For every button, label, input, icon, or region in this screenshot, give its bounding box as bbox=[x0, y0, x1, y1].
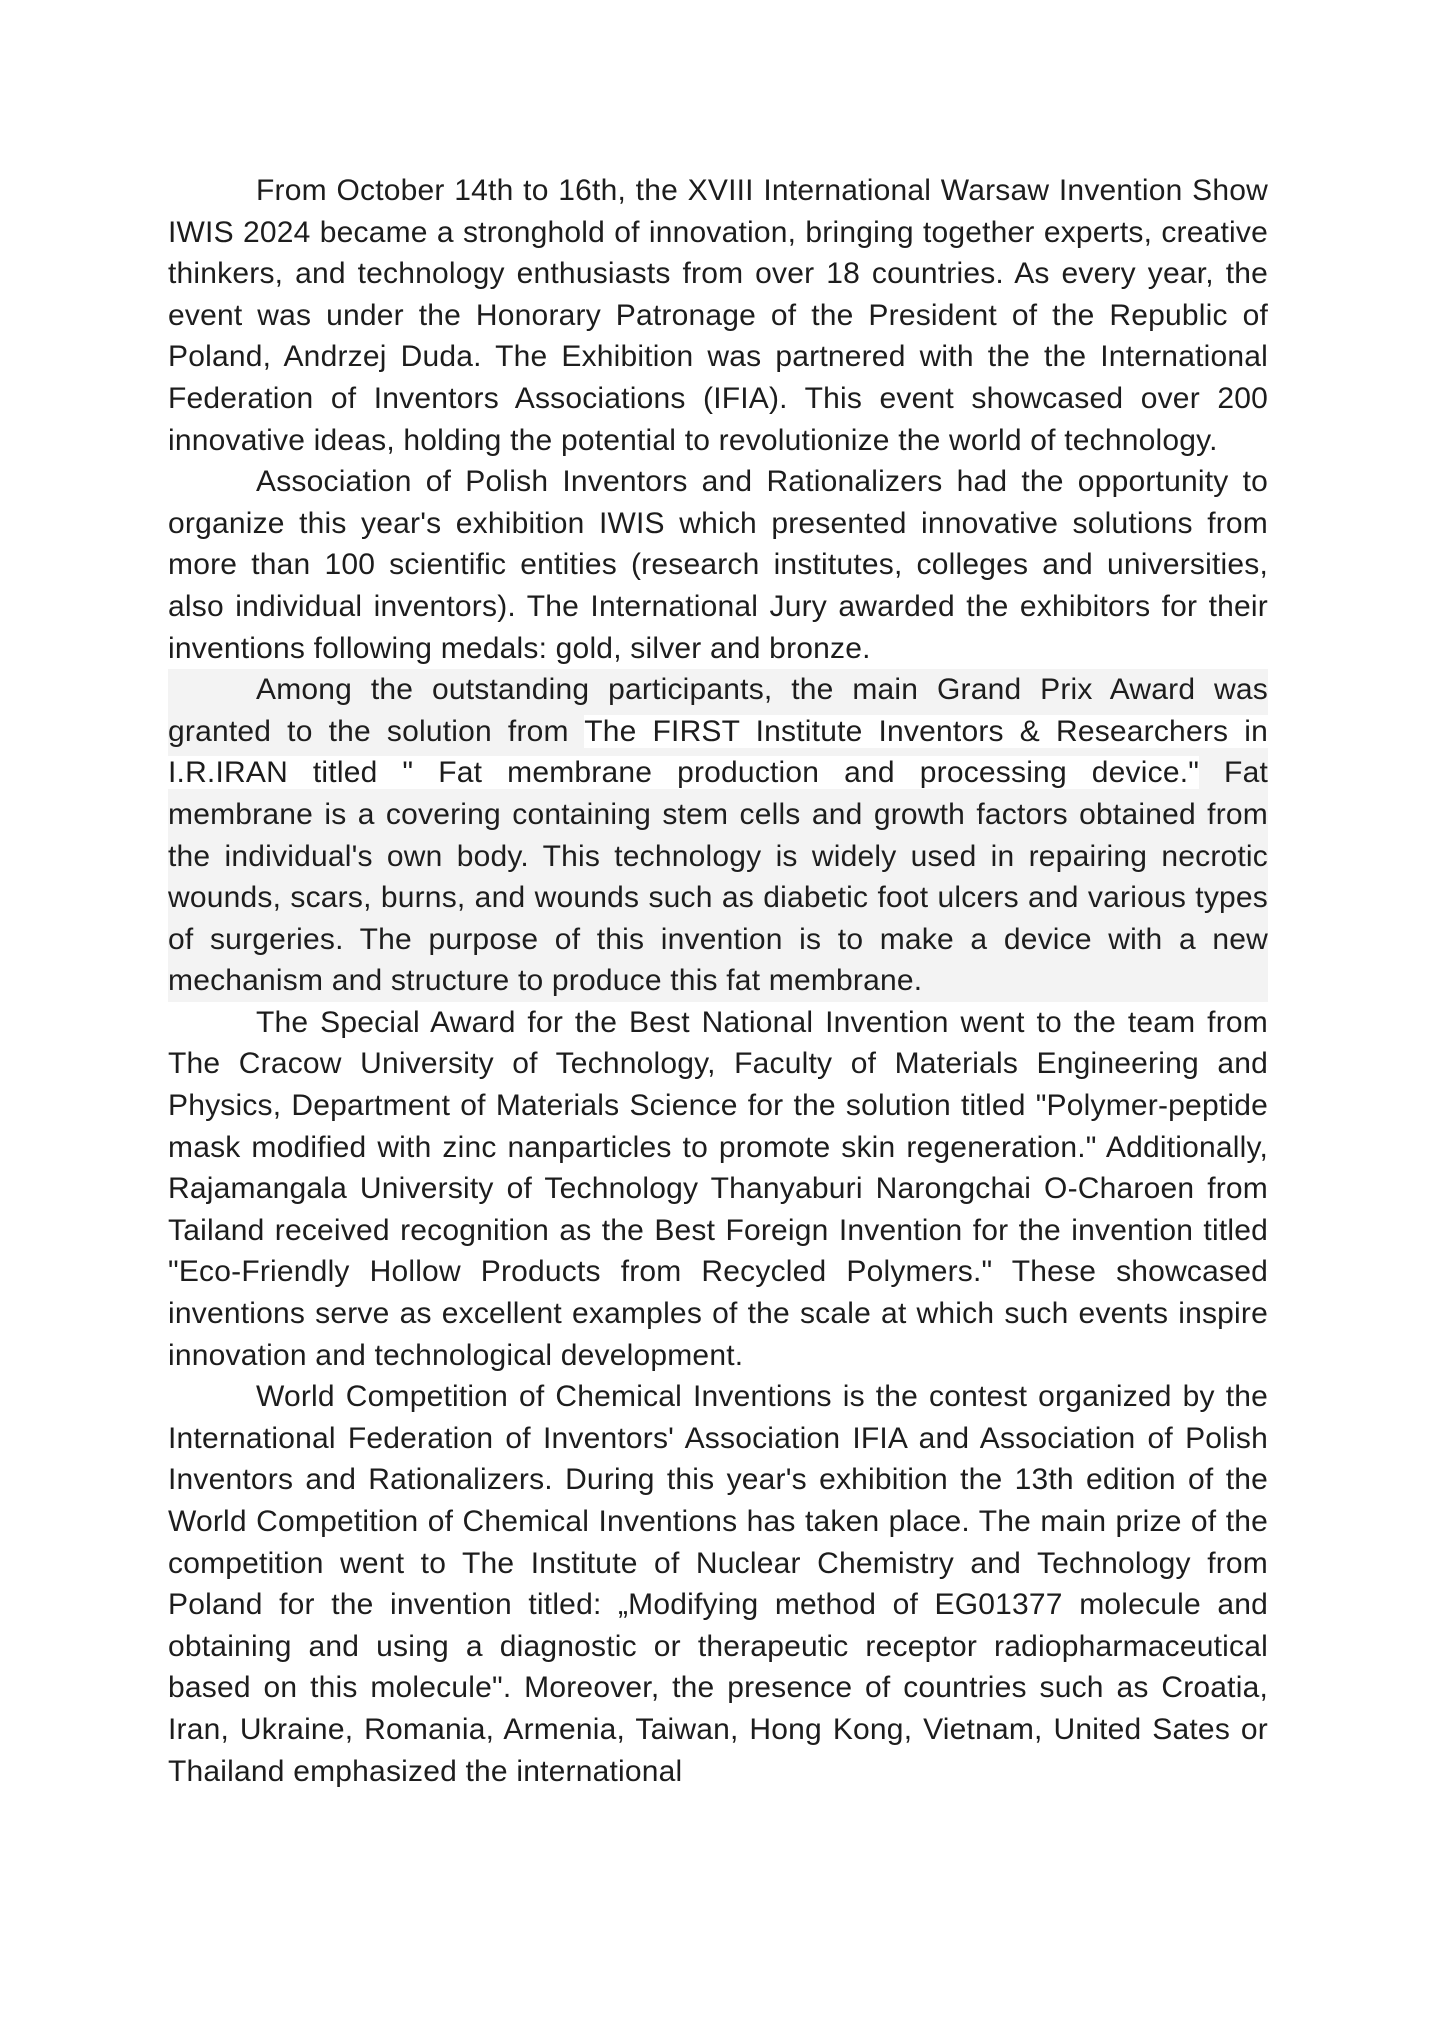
grand-prix-segment-lead: Among the outstanding participants, the main Grand Prix Award was granted to the solution from bbox=[168, 673, 1268, 748]
paragraph-intro: From October 14th to 16th, the XVIII International Warsaw Invention Show IWIS 2024 became a stronghold of innovation, bringing together experts, creative thinkers, and technology enthusiasts from over 18 countries. As every year, the event was under the Honorary Patronage of the President of the Republic of Poland, Andrzej Duda. The Exhibition was partnered with the the International Federation of Inventors Associations (IFIA). This event showcased over 200 innovative ideas, holding the potential to revolutionize the world of technology. bbox=[168, 174, 1268, 457]
grand-prix-highlighted-segment: The FIRST Institute Inventors & Researchers in I.R.IRAN titled " Fat membrane production and processing device." bbox=[168, 714, 1268, 790]
paragraph-chemical-competition: World Competition of Chemical Inventions is the contest organized by the International Federation of Inventors' Association IFIA and Association of Polish Inventors and Rationalizers. During this year's exhibition the 13th edition of the World Competition of Chemical Inventions has taken place. The main prize of the competition went to The Institute of Nuclear Chemistry and Technology from Poland for the invention titled: „Modifying method of EG01377 molecule and obtaining and using a diagnostic or therapeutic receptor radiopharmaceutical based on this molecule". Moreover, the presence of countries such as Croatia, Iran, Ukraine, Romania, Armenia, Taiwan, Hong Kong, Vietnam, United Sates or Thailand emphasized the international bbox=[168, 1380, 1268, 1788]
paragraph-special-awards: The Special Award for the Best National Invention went to the team from The Cracow University of Technology, Faculty of Materials Engineering and Physics, Department of Materials Science for the solution titled "Polymer-peptide mask modified with zinc nanparticles to promote skin regeneration." Additionally, Rajamangala University of Technology Thanyaburi Narongchai O-Charoen from Tailand received recognition as the Best Foreign Invention for the invention titled "Eco-Friendly Hollow Products from Recycled Polymers." These showcased inventions serve as excellent examples of the scale at which such events inspire innovation and technological development. bbox=[168, 1005, 1268, 1372]
paragraph-grand-prix-award bbox=[168, 669, 1268, 1002]
grand-prix-segment-tail: Fat membrane is a covering containing stem cells and growth factors obtained from the individual's own body. This technology is widely used in repairing necrotic wounds, scars, burns, and wounds such as diabetic foot ulcers and various types of surgeries. The purpose of this invention is to make a device with a new mechanism and structure to produce this fat membrane. bbox=[168, 756, 1268, 998]
paragraph-organizers: Association of Polish Inventors and Rationalizers had the opportunity to organize this year's exhibition IWIS which presented innovative solutions from more than 100 scientific entities (research institutes, colleges and universities, also individual inventors). The International Jury awarded the exhibitors for their inventions following medals: gold, silver and bronze. bbox=[168, 465, 1268, 665]
